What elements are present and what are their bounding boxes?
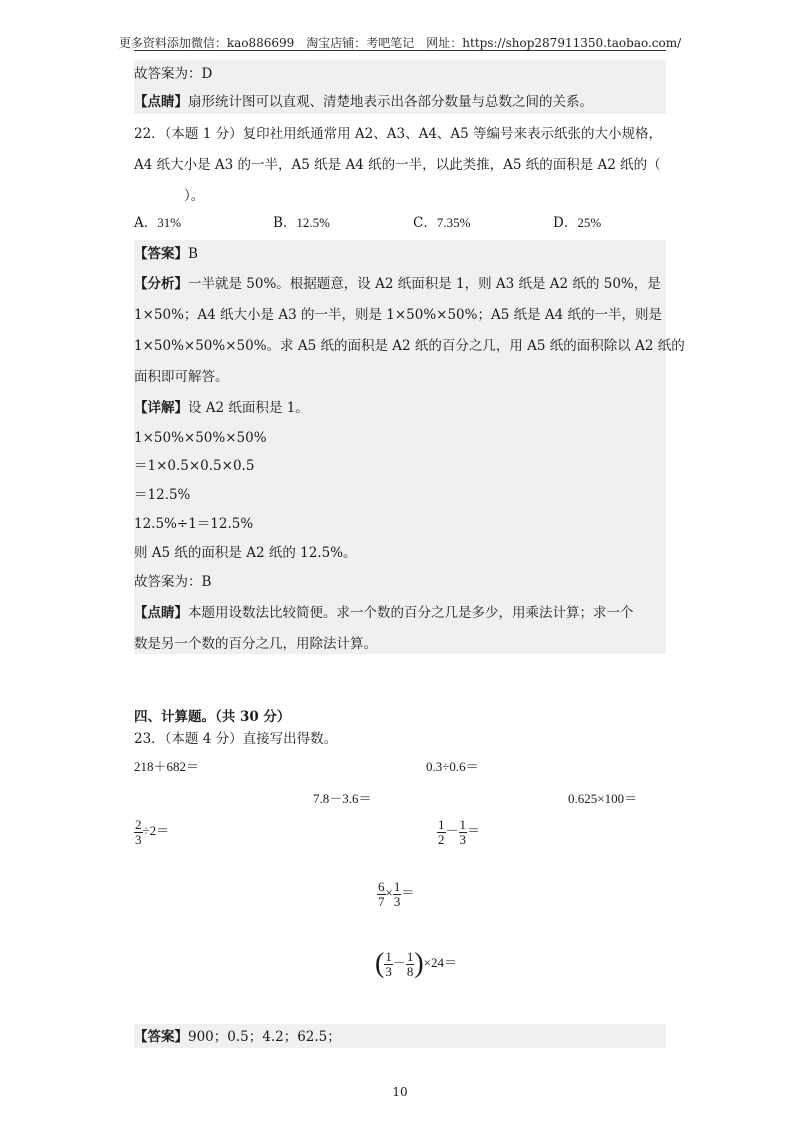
- q22-option-c: [413, 213, 470, 233]
- answer-tag: 【答案】: [134, 1029, 188, 1045]
- q22-option-b: [273, 213, 330, 233]
- fraction: $\frac{1}{3}$: [459, 817, 467, 847]
- detail-text: 设 A2 纸面积是 1。: [188, 400, 309, 416]
- expr-3: 7.8－3.6＝: [313, 791, 372, 806]
- fraction: $\frac{1}{8}$: [406, 949, 414, 979]
- detail-tag: 【详解】: [134, 400, 188, 416]
- q22-answer: [134, 244, 198, 264]
- q22-detail-line2: 1×50%×50%×50%: [134, 430, 267, 446]
- q22-detail-line4: ＝12.5%: [134, 487, 191, 503]
- expr-7: $\frac{6}{7}$ × $\frac{1}{3}$ ＝: [378, 879, 415, 909]
- q22-detail-line5: 12.5%÷1＝12.5%: [134, 516, 254, 532]
- fraction: $\frac{1}{3}$: [393, 879, 401, 909]
- q22-option-d: [553, 213, 601, 233]
- comment-tag: 【点睛】: [134, 94, 188, 110]
- q23-stem: 23．（本题 4 分）直接写出得数。: [134, 731, 338, 747]
- page-number: 10: [392, 1085, 408, 1099]
- q22-stem-line2: A4 纸大小是 A3 的一半，A5 纸是 A4 纸的一半，以此类推，A5 纸的面积是 A2 纸的（: [134, 157, 661, 173]
- option-value: 12.5%: [296, 215, 331, 230]
- option-label: D．: [553, 215, 578, 231]
- comment-text: 扇形统计图可以直观、清楚地表示出各部分数量与总数之间的关系。: [188, 94, 593, 110]
- option-value: 7.35%: [436, 215, 471, 230]
- analysis-text: 一半就是 50%。根据题意，设 A2 纸面积是 1，则 A3 纸是 A2 纸的 50%，是: [188, 276, 661, 292]
- answer-value: 900；0.5；4.2；62.5；: [188, 1029, 341, 1045]
- q22-stem-line3: ）。: [184, 188, 205, 204]
- q22-detail-line3: ＝1×0.5×0.5×0.5: [134, 458, 255, 474]
- fraction: $\frac{1}{2}$: [438, 817, 445, 847]
- option-label: B．: [273, 215, 297, 231]
- expr-8: ( $\frac{1}{3}$ － $\frac{1}{8}$ )×24＝: [375, 948, 458, 980]
- expr-6: $\frac{1}{2}$ － $\frac{1}{3}$ ＝: [438, 817, 481, 847]
- comment-tag: 【点睛】: [134, 605, 188, 621]
- answer-value: B: [188, 246, 198, 262]
- comment-text: 本题用设数法比较简便。求一个数的百分之几是多少，用乘法计算；求一个: [188, 605, 634, 621]
- option-label: C．: [413, 215, 437, 231]
- prev-answer-line: 故答案为：D: [134, 66, 213, 82]
- fraction: $\frac{2}{3}$: [135, 817, 142, 847]
- q22-comment-line2: 数是另一个数的百分之几，用除法计算。: [134, 636, 377, 652]
- answer-tag: 【答案】: [134, 246, 188, 262]
- q22-stem-line1: 22．（本题 1 分）复印社用纸通常用 A2、A3、A4、A5 等编号来表示纸张的大小规格，: [134, 126, 663, 142]
- q22-detail-line1: [134, 398, 309, 418]
- q22-detail-line6: 则 A5 纸的面积是 A2 纸的 12.5%。: [134, 545, 357, 561]
- q22-analysis-line2: 1×50%；A4 纸大小是 A3 的一半，则是 1×50%×50%；A5 纸是 A4 纸的一半，则是: [134, 307, 663, 323]
- option-value: 25%: [577, 215, 602, 230]
- page-header: 更多资料添加微信：kao886699 淘宝店铺：考吧笔记 网址：https://shop287911350.taobao.com/: [118, 36, 682, 50]
- analysis-tag: 【分析】: [134, 276, 188, 292]
- expr-2: 0.3÷0.6＝: [426, 759, 479, 774]
- q23-answer: [134, 1027, 341, 1047]
- option-label: A．: [134, 215, 158, 231]
- q22-analysis-line3: 1×50%×50%×50%。求 A5 纸的面积是 A2 纸的百分之几，用 A5 纸的面积除以 A2 纸的: [134, 338, 685, 354]
- q22-comment-line1: [134, 603, 634, 623]
- q22-analysis-line4: 面积即可解答。: [134, 369, 229, 385]
- header-rule: [134, 50, 666, 51]
- q22-analysis-line1: [134, 274, 661, 294]
- expr-5: $\frac{2}{3}$ ÷2＝: [135, 817, 170, 847]
- section-title: 四、计算题。（共 30 分）: [134, 709, 291, 725]
- prev-comment: [134, 92, 593, 112]
- fraction: $\frac{6}{7}$: [378, 879, 385, 909]
- q22-option-a: [134, 213, 181, 233]
- expr-1: 218＋682＝: [134, 759, 200, 774]
- q22-final-answer: 故答案为：B: [134, 574, 212, 590]
- fraction: $\frac{1}{3}$: [385, 949, 392, 979]
- option-value: 31%: [157, 215, 182, 230]
- expr-4: 0.625×100＝: [568, 791, 638, 806]
